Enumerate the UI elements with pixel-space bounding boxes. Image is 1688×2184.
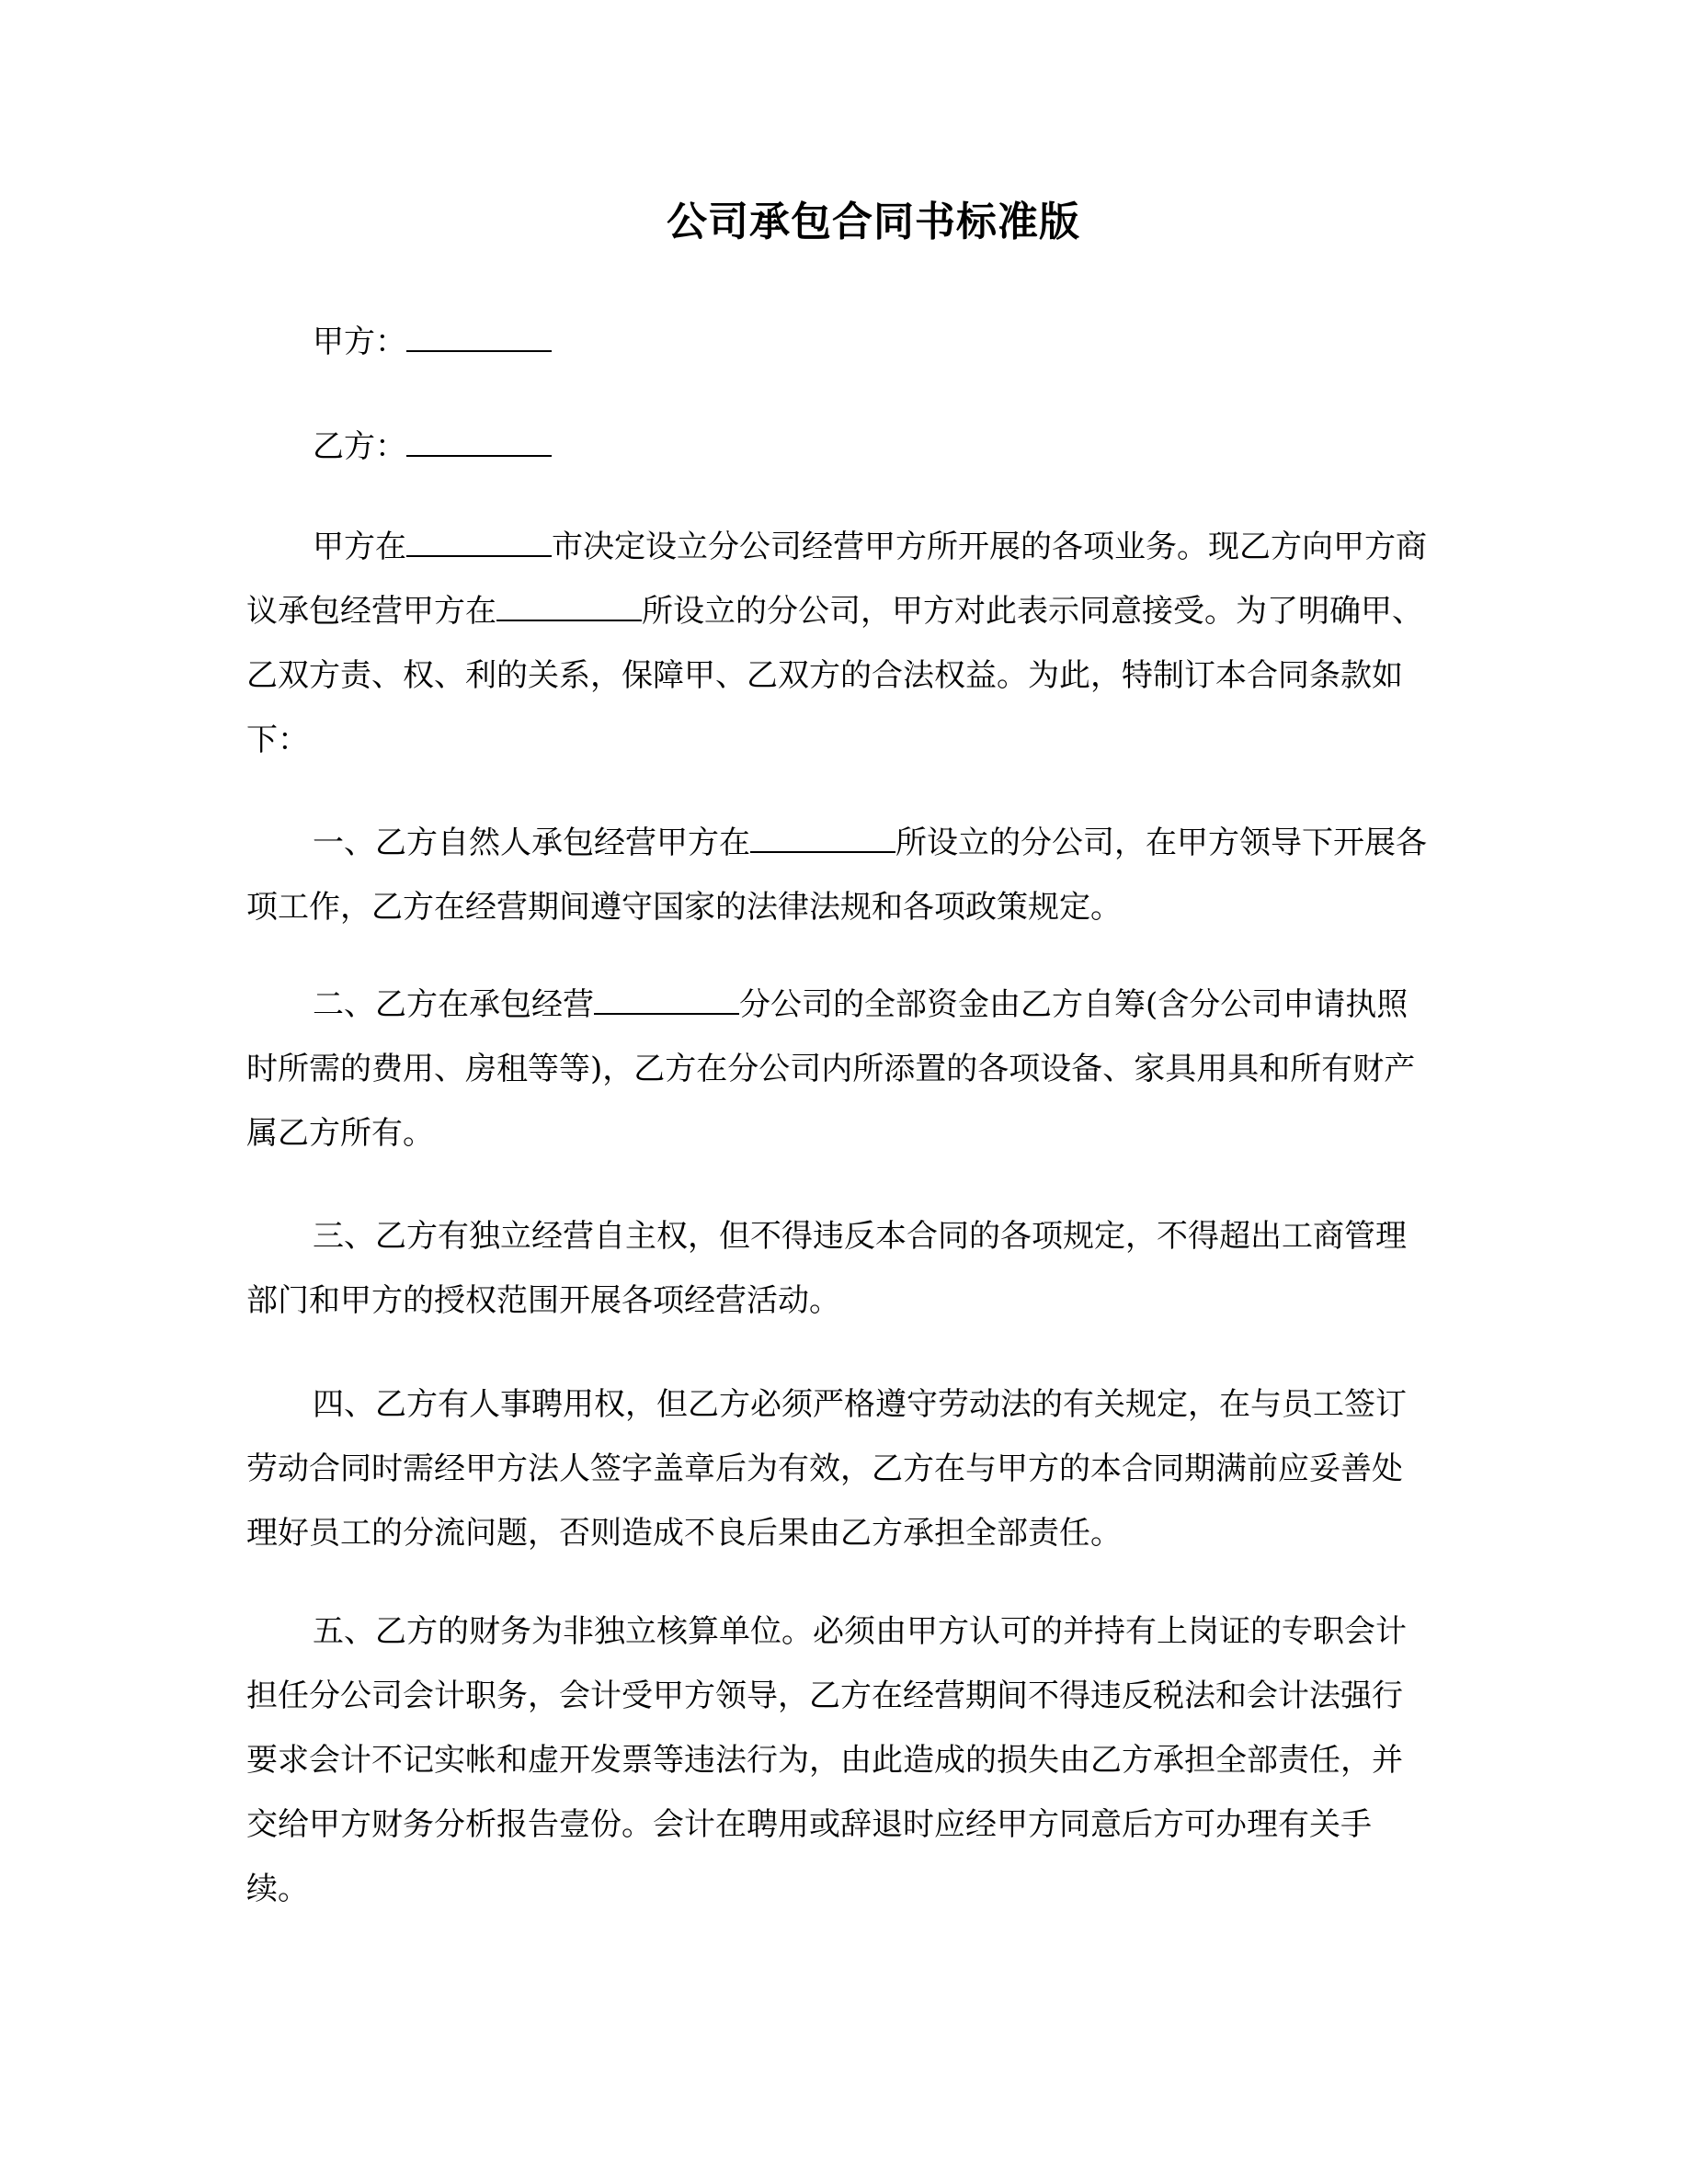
clause-1-text-1: 一、乙方自然人承包经营甲方在: [313, 825, 750, 861]
clause-1: [246, 811, 1432, 939]
party-a-label: 甲方：: [313, 324, 406, 360]
party-a-line: [313, 319, 552, 365]
clause-2: [246, 973, 1432, 1166]
party-b-label: 乙方：: [313, 428, 406, 465]
clause-5: 五、乙方的财务为非独立核算单位。必须由甲方认可的并持有上岗证的专职会计担任分公司会计职务，会计受甲方领导，乙方在经营期间不得违反税法和会计法强行要求会计不记实帐和虚开发票等违法行为，由此造成的损失由乙方承担全部责任，并交给甲方财务分析报告壹份。会计在聘用或辞退时应经甲方同意后方可办理有关手续。: [246, 1613, 1407, 1907]
clause-3: 三、乙方有独立经营自主权，但不得违反本合同的各项规定，不得超出工商管理部门和甲方的授权范围开展各项经营活动。: [246, 1218, 1407, 1319]
clause-1-blank: [750, 820, 895, 853]
party-a-blank: [406, 319, 552, 352]
party-b-line: [313, 424, 552, 470]
city-blank: [406, 524, 552, 557]
clause-2-blank: [594, 982, 739, 1015]
clause-2-text-1: 二、乙方在承包经营: [313, 986, 594, 1023]
clause-2-text-2: 分公司的全部资金由乙方自筹(含分公司申请执照时所需的费用、房租等等)，乙方在分公司内所添置的各项设备、家具用具和所有财产属乙方所有。: [246, 986, 1416, 1152]
preamble-text-2: 市决定设立分公司经营甲方所开展的各项业务。现乙方向甲方商议承包经营甲方在: [246, 529, 1427, 630]
preamble-text-3: 所设立的分公司，甲方对此表示同意接受。为了明确甲、乙双方责、权、利的关系，保障甲、乙双方的合法权益。为此，特制订本合同条款如下：: [246, 593, 1423, 758]
document-title: 公司承包合同书标准版: [667, 199, 1080, 245]
preamble-paragraph: [246, 515, 1432, 772]
clause-1-text-2: 所设立的分公司，在甲方领导下开展各项工作，乙方在经营期间遵守国家的法律法规和各项政策规定。: [246, 825, 1427, 926]
party-b-blank: [406, 424, 552, 457]
clause-4: 四、乙方有人事聘用权，但乙方必须严格遵守劳动法的有关规定，在与员工签订劳动合同时需经甲方法人签字盖章后为有效，乙方在与甲方的本合同期满前应妥善处理好员工的分流问题，否则造成不良后果由乙方承担全部责任。: [246, 1386, 1407, 1552]
preamble-text-1: 甲方在: [313, 529, 406, 565]
location-blank: [496, 588, 642, 621]
